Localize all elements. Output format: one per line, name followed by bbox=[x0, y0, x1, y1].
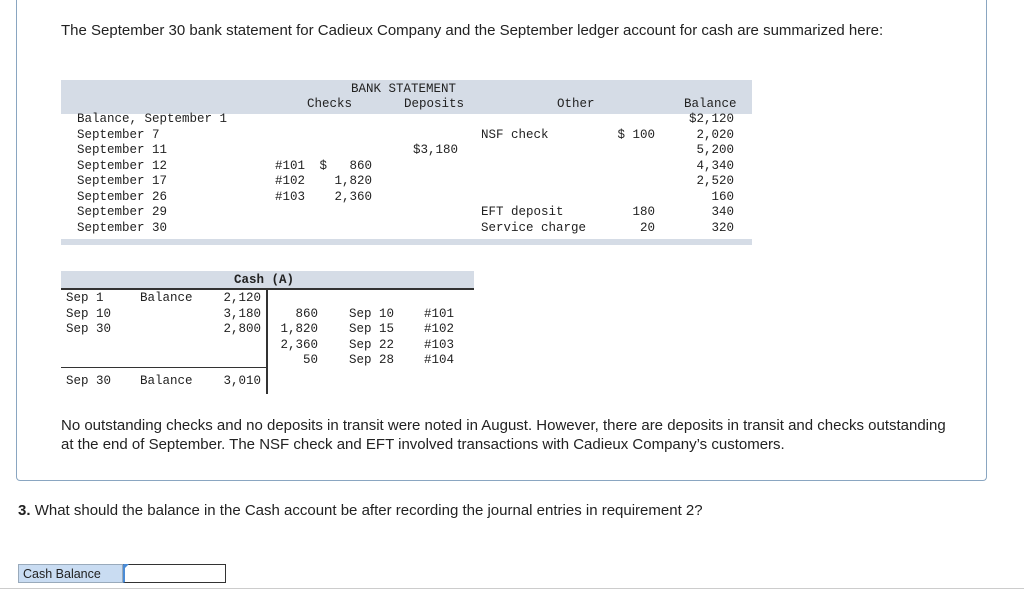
t-account-center-line bbox=[266, 288, 268, 394]
bs-date: September 29 bbox=[77, 205, 168, 219]
t-credit-ref: #101 bbox=[424, 306, 455, 321]
bs-other-amount: $ 100 bbox=[617, 127, 655, 142]
checks-header: Checks bbox=[307, 97, 353, 111]
bs-balance: 160 bbox=[711, 189, 734, 204]
bs-other-amount: 20 bbox=[639, 220, 655, 235]
t-credit-ref: #104 bbox=[424, 353, 455, 367]
deposits-header: Deposits bbox=[404, 97, 465, 111]
bs-other-amount: 180 bbox=[632, 205, 655, 219]
question-number: 3. bbox=[18, 502, 31, 519]
bs-balance: $2,120 bbox=[688, 112, 734, 126]
t-debit-date: Sep 10 bbox=[66, 306, 112, 321]
bs-date: September 7 bbox=[77, 127, 160, 142]
bs-date: September 11 bbox=[77, 143, 168, 157]
question-text: What should the balance in the Cash account be after recording the journal entries in requirement 2? bbox=[34, 502, 703, 519]
t-credit-date: Sep 15 bbox=[349, 322, 395, 336]
t-debit-amount: 2,120 bbox=[223, 291, 261, 305]
t-ending-label: Balance bbox=[140, 374, 193, 388]
t-credit-ref: #102 bbox=[424, 322, 455, 336]
bs-other-desc: EFT deposit bbox=[481, 205, 564, 219]
cash-account-title: Cash (A) bbox=[234, 273, 295, 287]
t-debit-amount: 2,800 bbox=[223, 322, 261, 336]
t-credit-date: Sep 28 bbox=[349, 353, 395, 367]
t-credit-amount: 2,360 bbox=[280, 337, 318, 352]
balance-header: Balance bbox=[684, 97, 737, 111]
cash-balance-input[interactable] bbox=[123, 564, 226, 583]
bs-balance: 320 bbox=[711, 220, 734, 235]
bs-check-no: #103 bbox=[275, 189, 306, 204]
t-credit-date: Sep 22 bbox=[349, 337, 395, 352]
bs-check-amount: 1,820 bbox=[334, 174, 372, 188]
bs-balance: 5,200 bbox=[696, 143, 734, 157]
note-text: No outstanding checks and no deposits in transit were noted in August. However, there are deposits in transit and checks outstanding at the end of September. The NSF check and EFT involved transactions with Cadieux Company’s customers. bbox=[61, 417, 946, 453]
bs-check-no: #101 bbox=[275, 158, 306, 173]
t-credit-date: Sep 10 bbox=[349, 306, 395, 321]
t-credit-ref: #103 bbox=[424, 337, 455, 352]
bs-balance: 4,340 bbox=[696, 158, 734, 173]
bs-balance: 2,520 bbox=[696, 174, 734, 188]
bs-date: September 30 bbox=[77, 220, 168, 235]
t-debit-label: Balance bbox=[140, 291, 193, 305]
bs-date: September 12 bbox=[77, 158, 168, 173]
t-debit-amount: 3,180 bbox=[223, 306, 261, 321]
t-ending-date: Sep 30 bbox=[66, 374, 112, 388]
bs-date: September 26 bbox=[77, 189, 168, 204]
bs-check-no: #102 bbox=[275, 174, 306, 188]
intro-text: The September 30 bank statement for Cadieux Company and the September ledger account for cash are summarized here: bbox=[61, 22, 884, 39]
bank-statement-footer-bar bbox=[61, 239, 752, 245]
t-credit-amount: 50 bbox=[302, 353, 318, 367]
bs-check-amount: 2,360 bbox=[334, 189, 372, 204]
t-credit-amount: 860 bbox=[295, 306, 318, 321]
t-debit-date: Sep 30 bbox=[66, 322, 112, 336]
bs-balance: 2,020 bbox=[696, 127, 734, 142]
bank-statement-title: BANK STATEMENT bbox=[351, 82, 457, 96]
bs-balance: 340 bbox=[711, 205, 734, 219]
other-header: Other bbox=[557, 97, 595, 111]
t-account-balance-rule bbox=[61, 367, 267, 368]
bottom-divider bbox=[0, 588, 1024, 589]
bs-other-desc: Service charge bbox=[481, 220, 587, 235]
bs-deposit: $3,180 bbox=[412, 143, 458, 157]
bs-date: Balance, September 1 bbox=[77, 112, 228, 126]
cash-balance-label: Cash Balance bbox=[18, 564, 123, 583]
t-debit-date: Sep 1 bbox=[66, 291, 104, 305]
input-flag-icon bbox=[124, 564, 129, 569]
question-3 bbox=[18, 502, 703, 519]
bs-date: September 17 bbox=[77, 174, 168, 188]
bs-check-amount: $ 860 bbox=[319, 158, 372, 173]
t-credit-amount: 1,820 bbox=[280, 322, 318, 336]
bs-other-desc: NSF check bbox=[481, 127, 549, 142]
t-ending-amount: 3,010 bbox=[223, 374, 261, 388]
